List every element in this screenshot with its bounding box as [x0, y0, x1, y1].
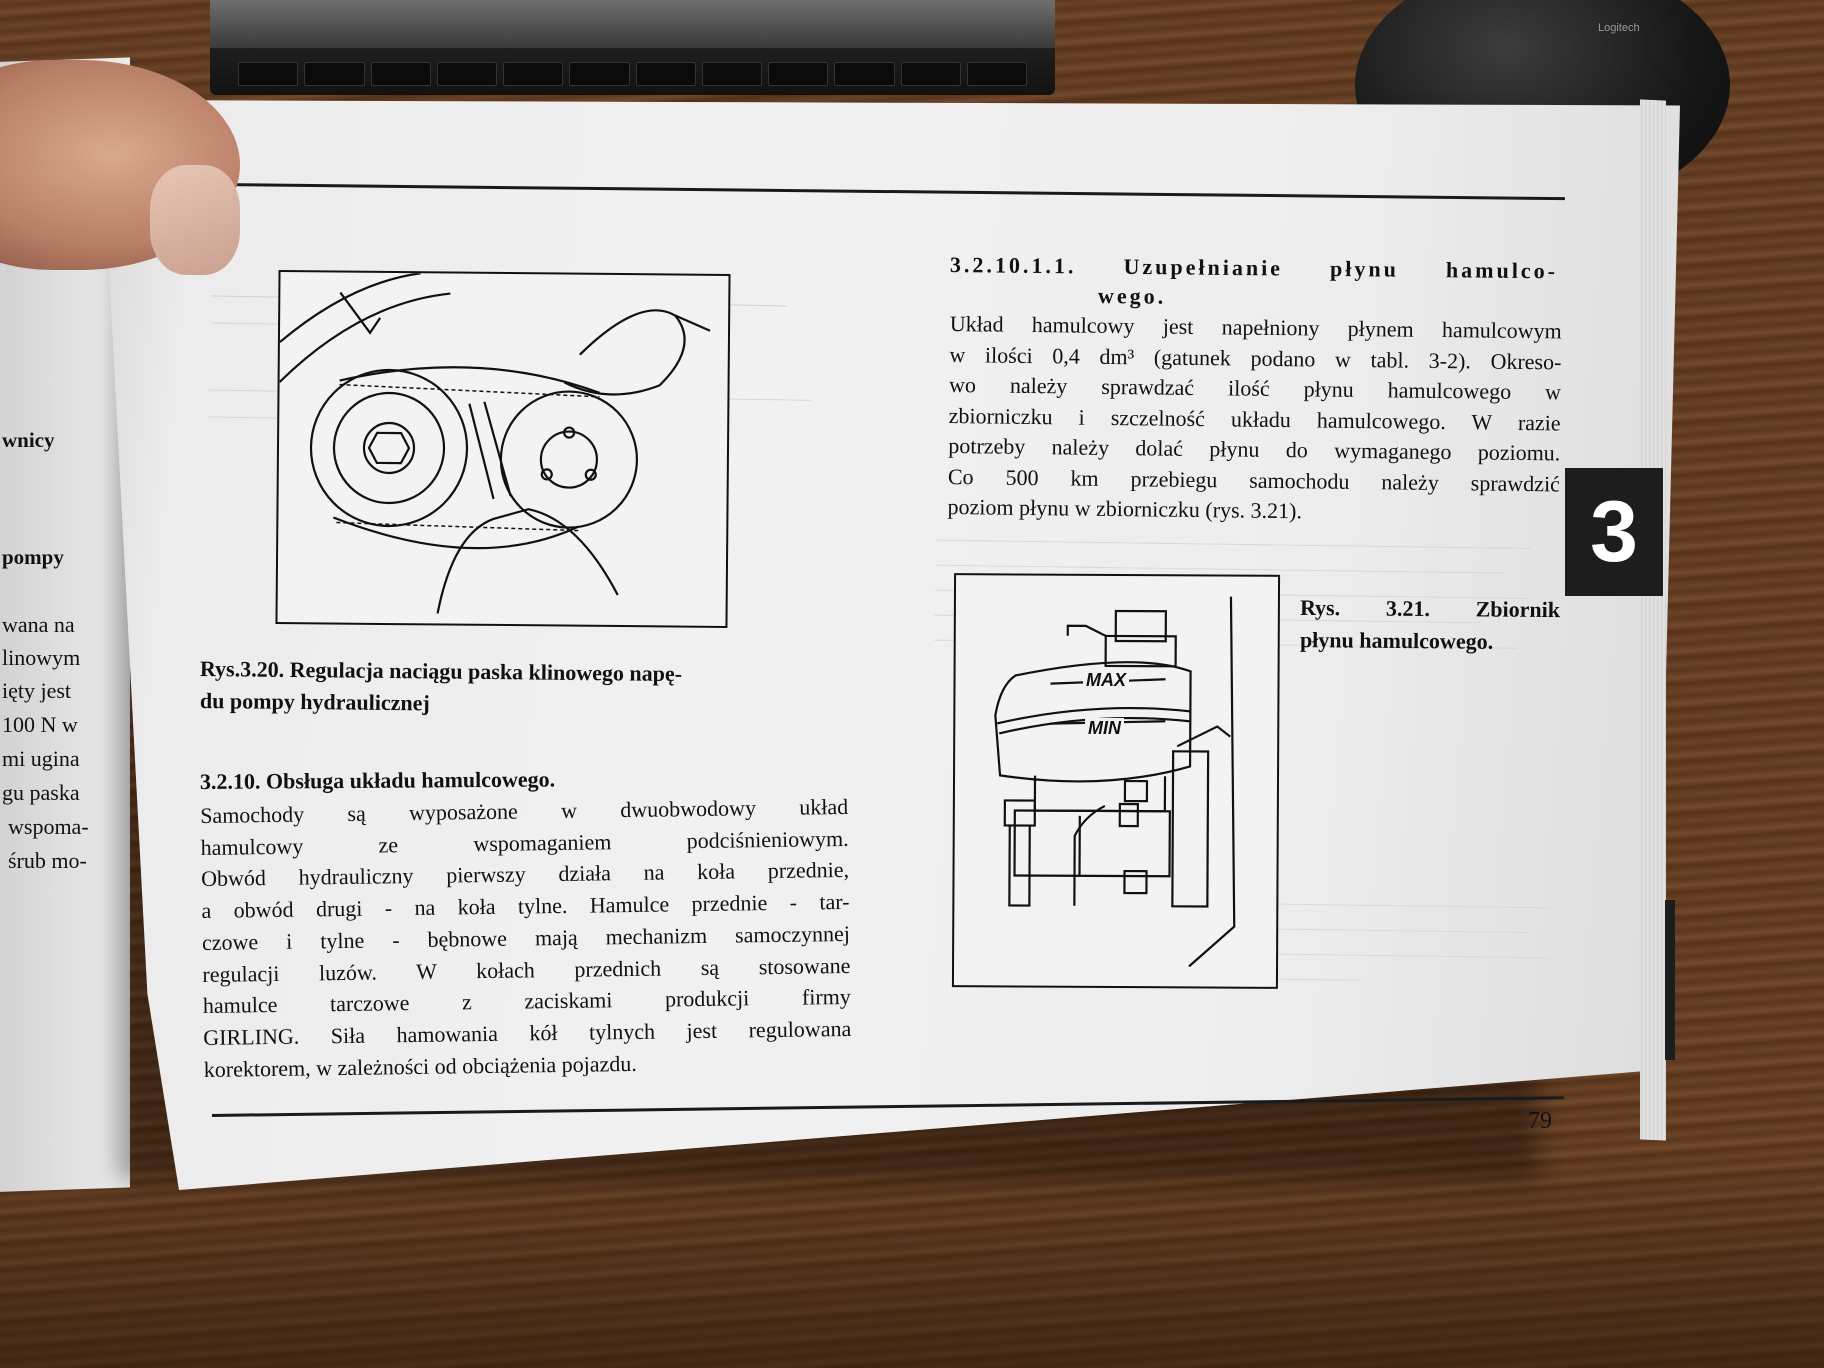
body-line: potrzeby należy dolać płynu do wymaganego poziomu. — [948, 432, 1561, 466]
section-3-2-10-1-1-body — [947, 309, 1562, 530]
left-page-fragment: wnicy — [2, 428, 55, 452]
body-line: hamulce tarczowe z zaciskami produkcji firmy — [202, 984, 851, 1019]
body-line: Układ hamulcowy jest napełniony płynem hamulcowym — [949, 310, 1562, 344]
mouse-brand-label: Logitech — [1598, 22, 1640, 34]
left-page-fragment: mi ugina — [2, 746, 80, 771]
left-page-fragment: śrub mo- — [8, 848, 87, 873]
body-line: Samochody są wyposażone w dwuobwodowy układ — [200, 793, 849, 828]
body-line: czowe i tylne - bębnowe mają mechanizm samoczynnej — [201, 920, 851, 955]
chapter-tab-edge — [1665, 900, 1675, 1060]
body-line: Co 500 km przebiegu samochodu należy sprawdzić — [947, 463, 1561, 496]
figure-3-21-caption-line1: Rys. 3.21. Zbiornik — [1299, 594, 1561, 623]
max-level-label: MAX — [1083, 670, 1129, 691]
body-line: Obwód hydrauliczny pierwszy działa na koła przednie, — [200, 857, 850, 892]
left-page-fragment: gu paska — [2, 780, 80, 805]
thumbnail-nail — [150, 165, 240, 275]
figure-3-21-box — [952, 573, 1280, 989]
body-line: zbiorniczku i szczelność układu hamulcowego. W razie — [948, 402, 1561, 435]
left-page-fragment: wana na — [2, 612, 75, 637]
body-line: poziom płynu w zbiorniczku (rys. 3.21). — [947, 493, 1303, 524]
section-3-2-10-body — [200, 791, 852, 1085]
left-page-fragment: linowym — [2, 645, 81, 670]
left-page-fragment: ięty jest — [2, 678, 72, 703]
figure-3-20-box — [275, 270, 730, 628]
left-page-fragment: 100 N w — [2, 712, 78, 737]
figure-3-20-caption-line1: Rys.3.20. Regulacja naciągu paska klinowego napę- — [199, 656, 683, 687]
chapter-tab: 3 — [1565, 468, 1663, 596]
body-line: hamulcowy ze wspomaganiem podciśnieniowym. — [200, 825, 849, 860]
section-3-2-10-1-1-heading-line1: 3.2.10.1.1. Uzupełnianie płynu hamulco- — [949, 252, 1559, 284]
section-3-2-10-heading: 3.2.10. Obsługa układu hamulcowego. — [199, 766, 556, 794]
body-line: regulacji luzów. W kołach przednich są stosowane — [202, 952, 851, 987]
page-stack-edge — [1640, 99, 1666, 1140]
laptop-screen-edge — [210, 0, 1055, 48]
min-level-label: MIN — [1085, 718, 1124, 739]
body-line: a obwód drugi - na koła tylne. Hamulce przednie - tar- — [201, 889, 850, 924]
figure-3-20-caption-line2: du pompy hydraulicznej — [199, 688, 430, 716]
left-page-fragment: wspoma- — [8, 814, 89, 839]
page-number: 79 — [1528, 1108, 1552, 1134]
body-line: w ilości 0,4 dm³ (gatunek podano w tabl. 3-2). Okreso- — [949, 341, 1562, 374]
body-line: wo należy sprawdzać ilość płynu hamulcowego w — [948, 371, 1562, 405]
body-line: GIRLING. Siła hamowania kół tylnych jest regulowana — [203, 1015, 852, 1050]
body-line: korektorem, w zależności od obciążenia pojazdu. — [203, 1050, 637, 1082]
left-page-fragment: pompy — [2, 545, 64, 569]
brake-fluid-reservoir-drawing — [954, 575, 1278, 987]
section-3-2-10-1-1-heading-line2: wego. — [1097, 283, 1167, 309]
laptop — [210, 0, 1055, 95]
laptop-function-keys — [238, 62, 1027, 86]
belt-tension-drawing — [277, 272, 728, 626]
figure-3-21-caption-line2: płynu hamulcowego. — [1299, 627, 1494, 654]
